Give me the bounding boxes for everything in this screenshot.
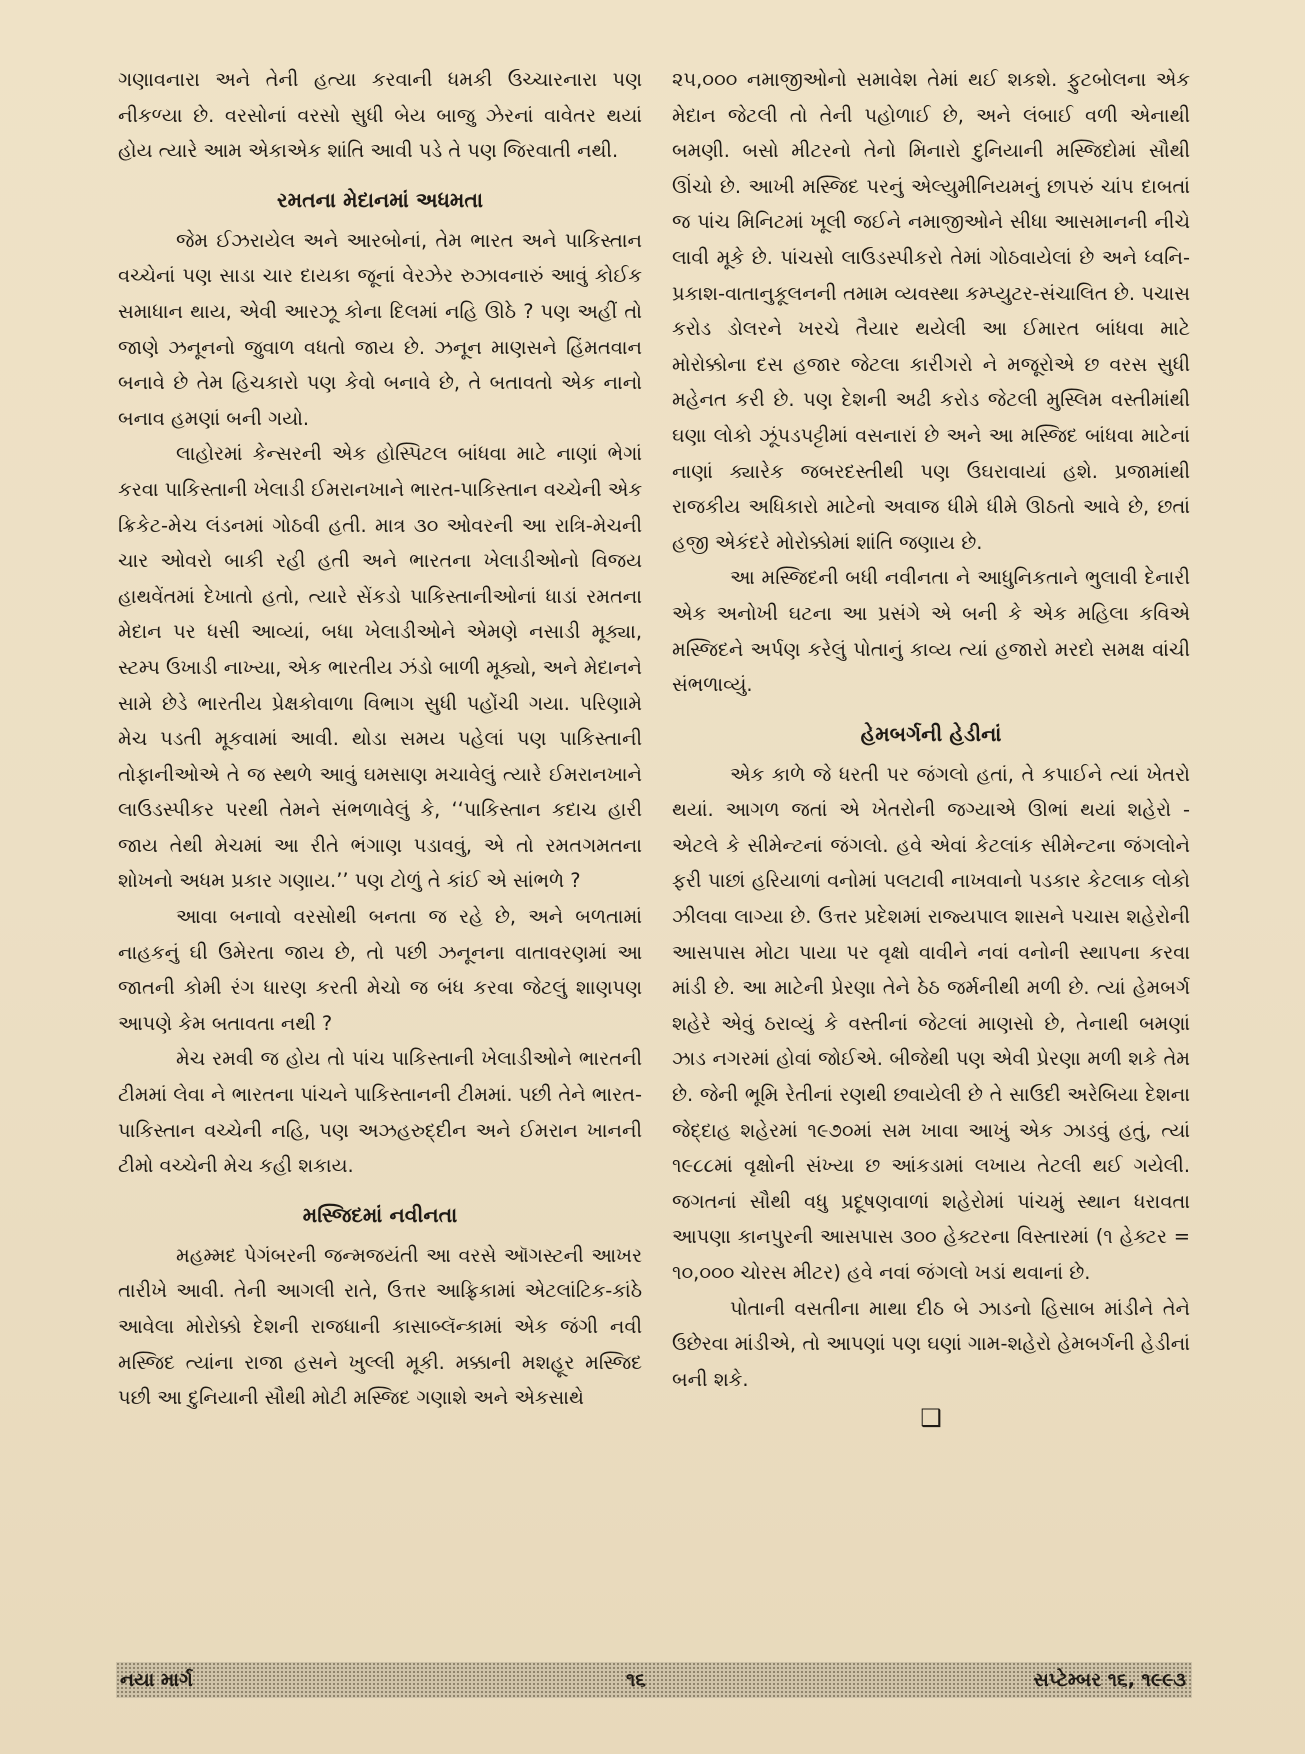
publication-name: નયા માર્ગ	[120, 1669, 193, 1691]
paragraph: આવા બનાવો વરસોથી બનતા જ રહે છે, અને બળતામાં નાહકનું ઘી ઉમેરતા જાય છે, તો પછી ઝનૂનના વાતાવરણમાં આ જાતની કોમી રંગ ધારણ કરતી મેચો જ બંધ કરવા જેટલું શાણપણ આપણે કેમ બતાવતા નથી ?	[118, 905, 642, 1035]
paragraph: મહમ્મદ પેગંબરની જન્મજયંતી આ વરસે ઑગસ્ટની આખર તારીખે આવી. તેની આગલી રાતે, ઉત્તર આફ્રિકામાં એટલાંટિક-કાંઠે આવેલા મોરોક્કો દેશની રાજધાની કાસાબ્લૅન્કામાં એક જંગી નવી મસ્જિદ ત્યાંના રાજા હસને ખુલ્લી મૂકી. મક્કાની મશહૂર મસ્જિદ પછી આ દુનિયાની સૌથી મોટી મસ્જિદ ગણાશે અને એકસાથે	[118, 1243, 642, 1410]
paragraph: ૨૫,૦૦૦ નમાજીઓનો સમાવેશ તેમાં થઈ શકશે. ફુટબોલના એક મેદાન જેટલી તો તેની પહોળાઈ છે, અને લંબાઈ વળી એનાથી બમણી. બસો મીટરનો તેનો મિનારો દુનિયાની મસ્જિદોમાં સૌથી ઊંચો છે. આખી મસ્જિદ પરનું એલ્યુમીનિયમનું છાપરું ચાંપ દાબતાં જ પાંચ મિનિટમાં ખૂલી જઈને નમાજીઓને સીધા આસમાનની નીચે લાવી મૂકે છે. પાંચસો લાઉડસ્પીકરો તેમાં ગોઠવાયેલાં છે અને ધ્વનિ-પ્રકાશ-વાતાનુકૂલનની તમામ વ્યવસ્થા કમ્પ્યુટર-સંચાલિત છે. પચાસ કરોડ ડોલરને ખરચે તૈયાર થયેલી આ ઈમારત બાંધવા માટે મોરોક્કોના દસ હજાર જેટલા કારીગરો ને મજૂરોએ છ વરસ સુધી મહેનત કરી છે. પણ દેશની અઢી કરોડ જેટલી મુસ્લિમ વસ્તીમાંથી ઘણા લોકો ઝૂંપડપટ્ટીમાં વસનારાં છે અને આ મસ્જિદ બાંધવા માટેનાં નાણાં ક્યારેક જબરદસ્તીથી પણ ઉઘરાવાયાં હશે. પ્રજામાંથી રાજકીય અધિકારો માટેનો અવાજ ધીમે ધીમે ઊઠતો આવે છે, છતાં હજી એકંદરે મોરોક્કોમાં શાંતિ જણાય છે.	[672, 68, 1190, 554]
paragraph: એક કાળે જે ધરતી પર જંગલો હતાં, તે કપાઈને ત્યાં ખેતરો થયાં. આગળ જતાં એ ખેતરોની જગ્યાએ ઊભાં થયાં શહેરો - એટલે કે સીમેન્ટનાં જંગલો. હવે એવાં કેટલાંક સીમેન્ટના જંગલોને ફરી પાછાં હરિયાળાં વનોમાં પલટાવી નાખવાનો પડકાર કેટલાક લોકો ઝીલવા લાગ્યા છે. ઉત્તર પ્રદેશમાં રાજ્યપાલ શાસને પચાસ શહેરોની આસપાસ મોટા પાયા પર વૃક્ષો વાવીને નવાં વનોની સ્થાપના કરવા માંડી છે. આ માટેની પ્રેરણા તેને ઠેઠ જર્મનીથી મળી છે. ત્યાં હેમબર્ગ શહેરે એવું ઠરાવ્યું કે વસ્તીનાં જેટલાં માણસો છે, તેનાથી બમણાં ઝાડ નગરમાં હોવાં જોઈએ. બીજેથી પણ એવી પ્રેરણા મળી શકે તેમ છે. જેની ભૂમિ રેતીનાં રણથી છવાયેલી છે તે સાઉદી અરેબિયા દેશના જેદ્દાહ શહેરમાં ૧૯૭૦માં સમ ખાવા આખું એક ઝાડવું હતું, ત્યાં ૧૯૮૮માં વૃક્ષોની સંખ્યા છ આંકડામાં લખાય તેટલી થઈ ગયેલી. જગતનાં સૌથી વધુ પ્રદૂષણવાળાં શહેરોમાં પાંચમું સ્થાન ધરાવતા આપણા કાનપુરની આસપાસ ૩૦૦ હેક્ટરના વિસ્તારમાં (૧ હેક્ટર = ૧૦,૦૦૦ ચોરસ મીટર) હવે નવાં જંગલો ખડાં થવાનાં છે.	[672, 762, 1190, 1284]
section-heading: હેમબર્ગની હેડીનાં	[860, 721, 1002, 746]
paragraph: જેમ ઈઝરાયેલ અને આરબોનાં, તેમ ભારત અને પાકિસ્તાન વચ્ચેનાં પણ સાડા ચાર દાયકા જૂનાં વેરઝેર રુઝાવનારું આવું કોઈક સમાધાન થાય, એવી આરઝૂ કોના દિલમાં નહિ ઊઠે ? પણ અહીં તો જાણે ઝનૂનનો જુવાળ વધતો જાય છે. ઝનૂન માણસને હિંમતવાન બનાવે છે તેમ હિચકારો પણ કેવો બનાવે છે, તે બતાવતો એક નાનો બનાવ હમણાં બની ગયો.	[118, 228, 642, 430]
paragraph: ગણાવનારા અને તેની હત્યા કરવાની ધમકી ઉચ્ચારનારા પણ નીકળ્યા છે. વરસોનાં વરસો સુધી બેય બાજુ ઝેરનાં વાવેતર થયાં હોય ત્યારે આમ એકાએક શાંતિ આવી પડે તે પણ જિરવાતી નથી.	[118, 68, 642, 163]
end-of-article-mark: ❑	[920, 1404, 942, 1433]
paragraph: મેચ રમવી જ હોય તો પાંચ પાકિસ્તાની ખેલાડીઓને ભારતની ટીમમાં લેવા ને ભારતના પાંચને પાકિસ્તાનની ટીમમાં. પછી તેને ભારત-પાકિસ્તાન વચ્ચેની નહિ, પણ અઝહરુદ્દીન અને ઈમરાન ખાનની ટીમો વચ્ચેની મેચ કહી શકાય.	[118, 1047, 642, 1178]
paragraph: લાહોરમાં કેન્સરની એક હોસ્પિટલ બાંધવા માટે નાણાં ભેગાં કરવા પાકિસ્તાની ખેલાડી ઈમરાનખાને ભારત-પાકિસ્તાન વચ્ચેની એક ક્રિકેટ-મેચ લંડનમાં ગોઠવી હતી. માત્ર ૩૦ ઓવરની આ રાત્રિ-મેચની ચાર ઓવરો બાકી રહી હતી અને ભારતના ખેલાડીઓનો વિજય હાથવેંતમાં દેખાતો હતો, ત્યારે સેંકડો પાકિસ્તાનીઓનાં ધાડાં રમતના મેદાન પર ધસી આવ્યાં, બધા ખેલાડીઓને એમણે નસાડી મૂક્યા, સ્ટમ્પ ઉખાડી નાખ્યા, એક ભારતીય ઝંડો બાળી મૂક્યો, અને મેદાનને સામે છેડે ભારતીય પ્રેક્ષકોવાળા વિભાગ સુધી પહોંચી ગયા. પરિણામે મેચ પડતી મૂકવામાં આવી. થોડા સમય પહેલાં પણ પાકિસ્તાની તોફાનીઓએ તે જ સ્થળે આવું ઘમસાણ મચાવેલું ત્યારે ઈમરાનખાને લાઉડસ્પીકર પરથી તેમને સંભળાવેલું કે, ‘‘પાકિસ્તાન કદાચ હારી જાય તેથી મેચમાં આ રીતે ભંગાણ પડાવવું, એ તો રમતગમતના શોખનો અધમ પ્રકાર ગણાય.’’ પણ ટોળું તે કાંઈ એ સાંભળે ?	[118, 442, 643, 893]
page-footer	[116, 1662, 1192, 1698]
section-heading: રમતના મેદાનમાં અધમતા	[277, 187, 483, 212]
page-number: ૧૬	[626, 1669, 646, 1691]
right-column	[672, 62, 1190, 1433]
issue-date: સપ્ટેમ્બર ૧૬, ૧૯૯૩	[1033, 1669, 1186, 1691]
paragraph: પોતાની વસતીના માથા દીઠ બે ઝાડનો હિસાબ માંડીને તેને ઉછેરવા માંડીએ, તો આપણાં પણ ઘણાં ગામ-શહેરો હેમબર્ગની હેડીનાં બની શકે.	[672, 1296, 1190, 1391]
section-heading: મસ્જિદમાં નવીનતા	[302, 1202, 458, 1227]
left-column	[118, 62, 642, 1416]
paragraph: આ મસ્જિદની બધી નવીનતા ને આધુનિકતાને ભુલાવી દેનારી એક અનોખી ઘટના આ પ્રસંગે એ બની કે એક મહિલા કવિએ મસ્જિદને અર્પણ કરેલું પોતાનું કાવ્ય ત્યાં હજારો મરદો સમક્ષ વાંચી સંભળાવ્યું.	[672, 566, 1190, 697]
